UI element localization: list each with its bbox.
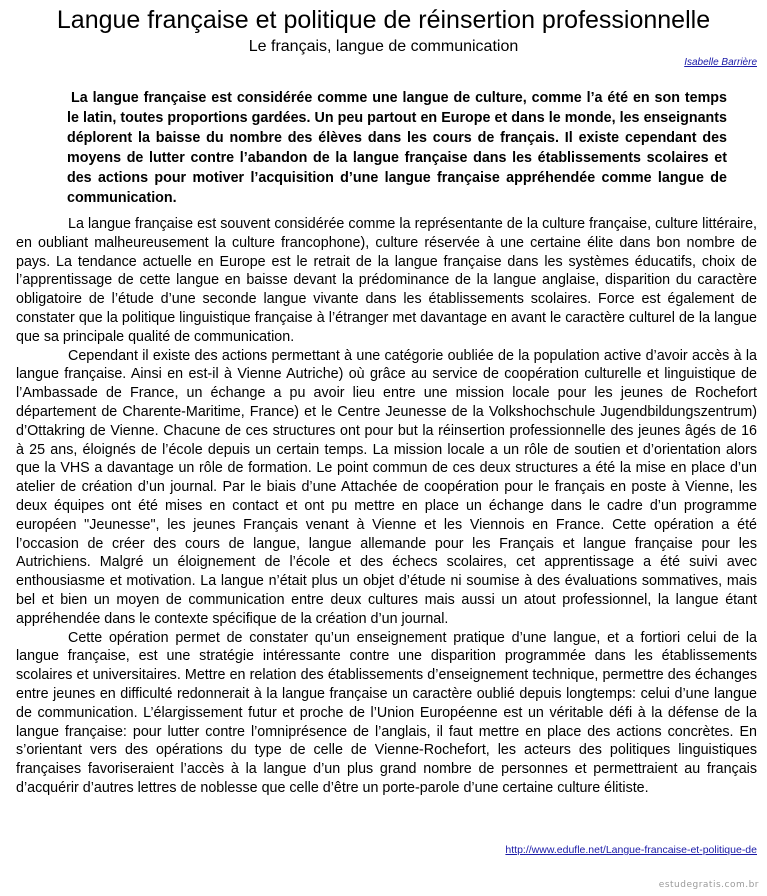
document-subtitle: Le français, langue de communication [248,38,519,55]
article-body [16,215,757,798]
paragraph: Cependant il existe des actions permettant à une catégorie oubliée de la population active d’avoir accès à la langue française. Ainsi en est-il à Vienne Autriche) où grâce au service de coopération culturelle et linguistique de l’Ambassade de France, un échange a pu avoir lieu entre une mission locale pour les jeunes de Rochefort département de Charente-Maritime, France) et le Centre Jeunesse de la Volkshochschule Jugendbildungszentrum) d’Ottakring de Vienne. Chacune de ces structures ont pour but la réinsertion professionnelle des jeunes âgés de 16 à 25 ans, éloignés de l’école depuis un certain temps. La mission locale a un rôle de soutien et d’orientation alors que la VHS a davantage un rôle de formation. Le point commun de ces deux structures a été la mise en place d’un atelier de création d’un journal. Par le biais d’une Attachée de coopération pour le français en poste à Vienne, les deux équipes ont été mises en contact et ont pu mettre en place un échange dans le cadre d’un programme européen "Jeunesse", les jeunes Français venant à Vienne et les Viennois en France. Cette opération a été l’occasion de créer des cours de langue, langue allemande pour les Français et langue française pour les Autrichiens. Malgré un éloignement de l’école et des échecs scolaires, cet apprentissage a été suivi avec enthousiasme et motivation. La langue n’était plus un objet d’étude ni soumise à des évaluations sommatives, mais bel et bien un moyen de communication entre deux cultures mais aussi un atout professionnel, la langue étant appréhendée dans le contexte spécifique de la création d’un journal. [16,347,757,627]
paragraph: Cette opération permet de constater qu’un enseignement pratique d’une langue, et a fortiori celui de la langue française, est une stratégie intéressante contre une disparition programmée dans les établissements scolaires et universitaires. Mettre en relation des établissements d’enseignement technique, permettre des échanges entre jeunes en difficulté redonnerait à la langue française un caractère oublié depuis longtemps: celui d’une langue de communication. L’élargissement futur et proche de l’Union Européenne est un véritable défi à la défense de la langue française: pour lutter contre l’omniprésence de l’anglais, il faut mettre en place des actions concrètes. En s’orientant vers des opérations du type de celle de Vienne-Rochefort, les acteurs des politiques linguistiques françaises favoriseraient l’accès à la langue d’un plus grand nombre de personnes et permettraient au français d’acquérir d’autres lettres de noblesse que celle d’être un porte-parole d’une certaine culture élitiste. [16,629,757,796]
paragraph: La langue française est souvent considérée comme la représentante de la culture française, culture littéraire, en oubliant malheureusement la culture francophone), culture réservée à une certaine élite dans bon nombre de pays. La tendance actuelle en Europe est le retrait de la langue française dans les systèmes éducatifs, choix de l’apprentissage de cette langue en baisse devant la prédominance de la langue anglaise, disparition du caractère obligatoire de l’étude d’une seconde langue vivante dans les établissements scolaires. Force est également de constater que la politique linguistique française à l’étranger met davantage en avant le caractère culturel de la langue que sa principale qualité de communication. [16,216,757,345]
author-link[interactable]: Isabelle Barrière [684,57,757,68]
source-link[interactable]: http://www.edufle.net/Langue-francaise-et-politique-de [505,844,757,856]
site-watermark: estudegratis.com.br [658,880,759,890]
document-title: Langue française et politique de réinsertion professionnelle [56,6,711,34]
abstract: La langue française est considérée comme une langue de culture, comme l’a été en son temps le latin, toutes proportions gardées. Un peu partout en Europe et dans le monde, les enseignants déplorent la baisse du nombre des élèves dans les cours de français. Il existe cependant des moyens de lutter contre l’abandon de la langue française dans les établissements scolaires et des actions pour motiver l’acquisition d’une langue française appréhendée comme langue de communication. [67,90,727,206]
